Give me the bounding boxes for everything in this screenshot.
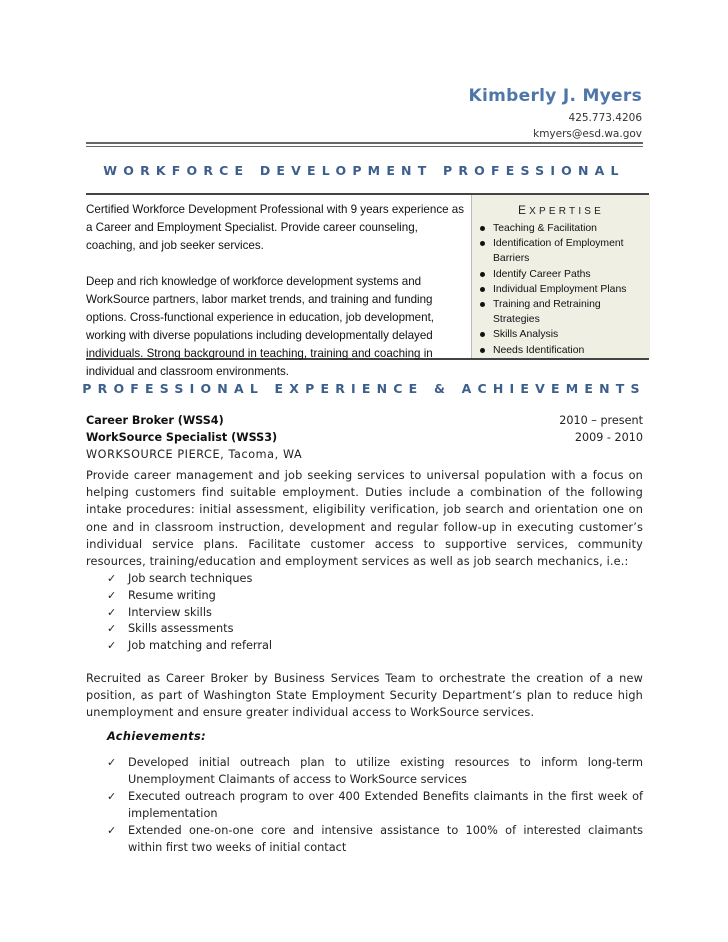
summary-section	[86, 193, 649, 378]
job-row-2	[86, 429, 643, 446]
expertise-item: Teaching & Facilitation	[480, 221, 650, 236]
job-header	[86, 412, 643, 463]
expertise-item: Needs Identification	[480, 343, 650, 358]
summary-paragraph-2: Deep and rich knowledge of workforce development systems and WorkSource partners, labor market trends, and training and funding options. Cross-functional experience in education, job development, working with diverse populations including developmentally delayed individuals. Strong background in teaching, training and coaching in individual and classroom environments.	[86, 275, 435, 378]
check-icon: ✓	[107, 824, 117, 838]
achievements-heading: Achievements:	[107, 730, 207, 743]
bullet-icon	[480, 272, 485, 277]
summary-heading: WORKFORCE DEVELOPMENT PROFESSIONAL	[103, 163, 625, 178]
contact-info	[469, 110, 642, 142]
check-icon: ✓	[107, 588, 117, 602]
job-title-1: Career Broker (WSS4)	[86, 414, 224, 427]
job-description: Provide career management and job seeking services to universal population with a focus on helping customers find suitable employment. Duties include a combination of the following intake procedures: initial assessment, eligibility verification, job search and orientation one on one and in classroom instruction, development and regular follow-up in executing customer’s individual service plans. Facilitate customer access to supportive services, community resources, training/education and employment services as well as job search mechanics, i.e.:	[86, 469, 643, 569]
phone-number: 425.773.4206	[568, 112, 642, 124]
company-name: WORKSOURCE PIERCE, Tacoma, WA	[86, 448, 303, 461]
expertise-list	[472, 221, 650, 358]
job-title-2: WorkSource Specialist (WSS3)	[86, 431, 278, 444]
list-item: ✓ Interview skills	[107, 605, 627, 622]
job-row-3	[86, 446, 643, 463]
expertise-item: Identify Career Paths	[480, 267, 650, 282]
job-row-1	[86, 412, 643, 429]
recruited-paragraph: Recruited as Career Broker by Business Services Team to orchestrate the creation of a new position, as part of Washington State Employment Security Department’s plan to reduce high unemployment and ensure greater individual access to WorkSource services.	[86, 672, 643, 720]
check-icon: ✓	[107, 756, 117, 769]
summary-text	[86, 201, 466, 399]
expertise-item: Skills Analysis	[480, 327, 650, 342]
list-item: ✓ Developed initial outreach plan to utilize existing resources to inform long-term Unemployment Claimants of access to WorkSource services	[107, 756, 643, 786]
header-divider	[86, 142, 643, 147]
list-item: ✓ Executed outreach program to over 400 Extended Benefits claimants in the first week of implementation	[107, 790, 643, 820]
check-icon: ✓	[107, 622, 117, 636]
list-item: ✓ Extended one-on-one core and intensive assistance to 100% of interested claimants within first two weeks of initial contact	[107, 824, 643, 854]
job-mechanics-list	[107, 571, 627, 655]
check-icon: ✓	[107, 639, 117, 653]
experience-heading: PROFESSIONAL EXPERIENCE & ACHIEVEMENTS	[82, 381, 646, 396]
bullet-icon	[480, 226, 485, 231]
achievements-list	[107, 755, 643, 858]
list-item: ✓ Resume writing	[107, 588, 627, 605]
expertise-item: Training and Retraining Strategies	[480, 297, 650, 327]
job-dates-2: 2009 - 2010	[574, 431, 643, 444]
bullet-icon	[480, 241, 485, 246]
expertise-item: Identification of Employment Barriers	[480, 236, 650, 266]
expertise-heading	[472, 203, 650, 217]
job-dates-1: 2010 – present	[559, 414, 643, 427]
check-icon: ✓	[107, 605, 117, 619]
resume-header	[469, 86, 642, 142]
candidate-name: Kimberly J. Myers	[468, 86, 642, 106]
bullet-icon	[480, 287, 485, 292]
check-icon: ✓	[107, 790, 117, 804]
expertise-heading-initial: E	[517, 203, 530, 217]
bullet-icon	[480, 332, 485, 337]
bullet-icon	[480, 348, 485, 353]
summary-paragraph-1: Certified Workforce Development Professional with 9 years experience as a Career and Employment Specialist. Provide career counseling, coaching, and job seeker services.	[86, 203, 465, 252]
expertise-item: Individual Employment Plans	[480, 282, 650, 297]
list-item: ✓ Job search techniques	[107, 571, 627, 588]
expertise-heading-rest: XPERTISE	[529, 206, 605, 217]
list-item: ✓ Skills assessments	[107, 621, 627, 638]
expertise-panel	[471, 195, 650, 358]
email-address: kmyers@esd.wa.gov	[533, 128, 642, 140]
check-icon: ✓	[107, 572, 117, 585]
bullet-icon	[480, 302, 485, 307]
list-item: ✓ Job matching and referral	[107, 638, 627, 655]
